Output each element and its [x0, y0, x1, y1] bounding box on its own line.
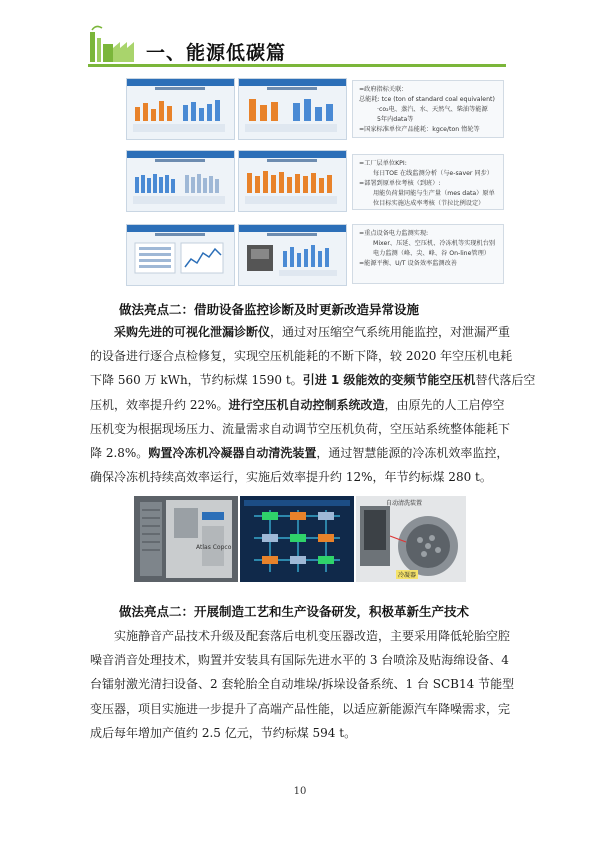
dashboard-collage — [120, 74, 510, 292]
kpi-annotation-panel: =工厂层单位KPI: 每日TOE 在线监测分析（与e-saver 同步） =部署到原单位考核（到班）: 用能负荷量同能与生产量（mes data）原单 位目标实施达成率考核（节拉比例设定） — [352, 154, 504, 210]
paragraph-line: 成后每年增加产值约 2.5 亿元，节约标煤 594 t。 — [90, 725, 357, 740]
dashboard-thumbnail — [126, 150, 235, 212]
diagram-label: 冷凝器 — [398, 572, 417, 579]
paragraph-line: 噪音消音处理技术，购置并安装具有国际先进水平的 3 台喷涂及贴海绵设备、4 — [90, 653, 509, 668]
equipment-monitoring-thumbnail — [243, 239, 342, 281]
section-paragraph — [90, 624, 515, 745]
section-paragraph — [90, 320, 536, 489]
dashboard-thumbnail — [238, 78, 347, 140]
dashboard-thumbnail — [126, 78, 235, 140]
bar-chart-thumbnail — [131, 93, 230, 135]
section-heading: 做法亮点二：借助设备监控诊断及时更新改造异常设施 — [119, 302, 420, 317]
chapter-title: 一、能源低碳篇 — [146, 42, 287, 64]
dashboard-thumbnail — [238, 224, 347, 286]
condenser-cleaning-diagram — [356, 496, 466, 582]
paragraph-line: 采购先进的可视化泄漏诊断仪，通过对压缩空气系统用能监控，对泄漏严重 — [114, 325, 511, 339]
nameplate-text: Atlas Copco — [196, 544, 232, 551]
factory-logo-icon — [88, 24, 138, 64]
paragraph-line: 降 2.8%。购置冷冻机冷凝器自动清洗装置，通过智慧能源的冷冻机效率监控， — [90, 446, 509, 461]
paragraph-line: 实施静音产品技术升级及配套落后电机变压器改造，主要采用降低轮胎空腔 — [114, 629, 511, 643]
paragraph-line: 台镭射激光清扫设备、2 套轮胎全自动堆垛/拆垛设备系统、1 台 SCB14 节能型 — [90, 677, 515, 692]
paragraph-line: 变压器，项目实施进一步提升了高端产品性能，以适应新能源汽车降噪需求，完 — [90, 701, 511, 716]
kpi-annotation-panel: =重点设备电力监测实现: Mixer、压延、空压机、冷冻机等实现机台别 电力监测（峰、尖、峰、谷 On-line管理） =能源平衡、U/T 设备效率监测改善 — [352, 224, 504, 284]
bar-chart-thumbnail — [243, 93, 342, 135]
page-number: 10 — [293, 786, 307, 797]
diagram-label: 自动清洗装置 — [386, 500, 423, 507]
paragraph-line: 下降 560 万 kWh，节约标煤 1590 t。引进 1 级能效的变频节能空压机替代落后空 — [90, 373, 536, 388]
bar-chart-thumbnail — [131, 165, 230, 207]
monitoring-thumbnail — [131, 239, 230, 281]
dashboard-thumbnail — [238, 150, 347, 212]
paragraph-line: 的设备进行逐合点检修复，实现空压机能耗的不断下降，较 2020 年空压机电耗 — [90, 349, 513, 364]
header-divider — [88, 64, 506, 67]
section-heading: 做法亮点二：开展制造工艺和生产设备研发，积极革新生产技术 — [119, 604, 470, 619]
paragraph-line: 压机，效率提升约 22%。进行空压机自动控制系统改造，由原先的人工启停空 — [90, 397, 505, 412]
kpi-annotation-panel: =政府指标关联： 总能耗: tce (ton of standard coal equivalent) ·co₂电、蒸汽、水、天然气、柴油等能源 5年内data等 =国家标准单位产品能耗：kgce/ton 惰轮等 — [352, 80, 504, 138]
paragraph-line: 压机变为根据现场压力、流量需求自动调节空压机负荷，空压站系统整体能耗下 — [90, 421, 511, 436]
paragraph-line: 确保冷冻机持续高效率运行，实施后效率提升约 12%，年节约标煤 280 t。 — [90, 470, 492, 485]
bar-chart-thumbnail — [243, 165, 342, 207]
control-system-screen — [240, 496, 354, 582]
compressor-photo — [134, 496, 238, 582]
dashboard-thumbnail — [126, 224, 235, 286]
